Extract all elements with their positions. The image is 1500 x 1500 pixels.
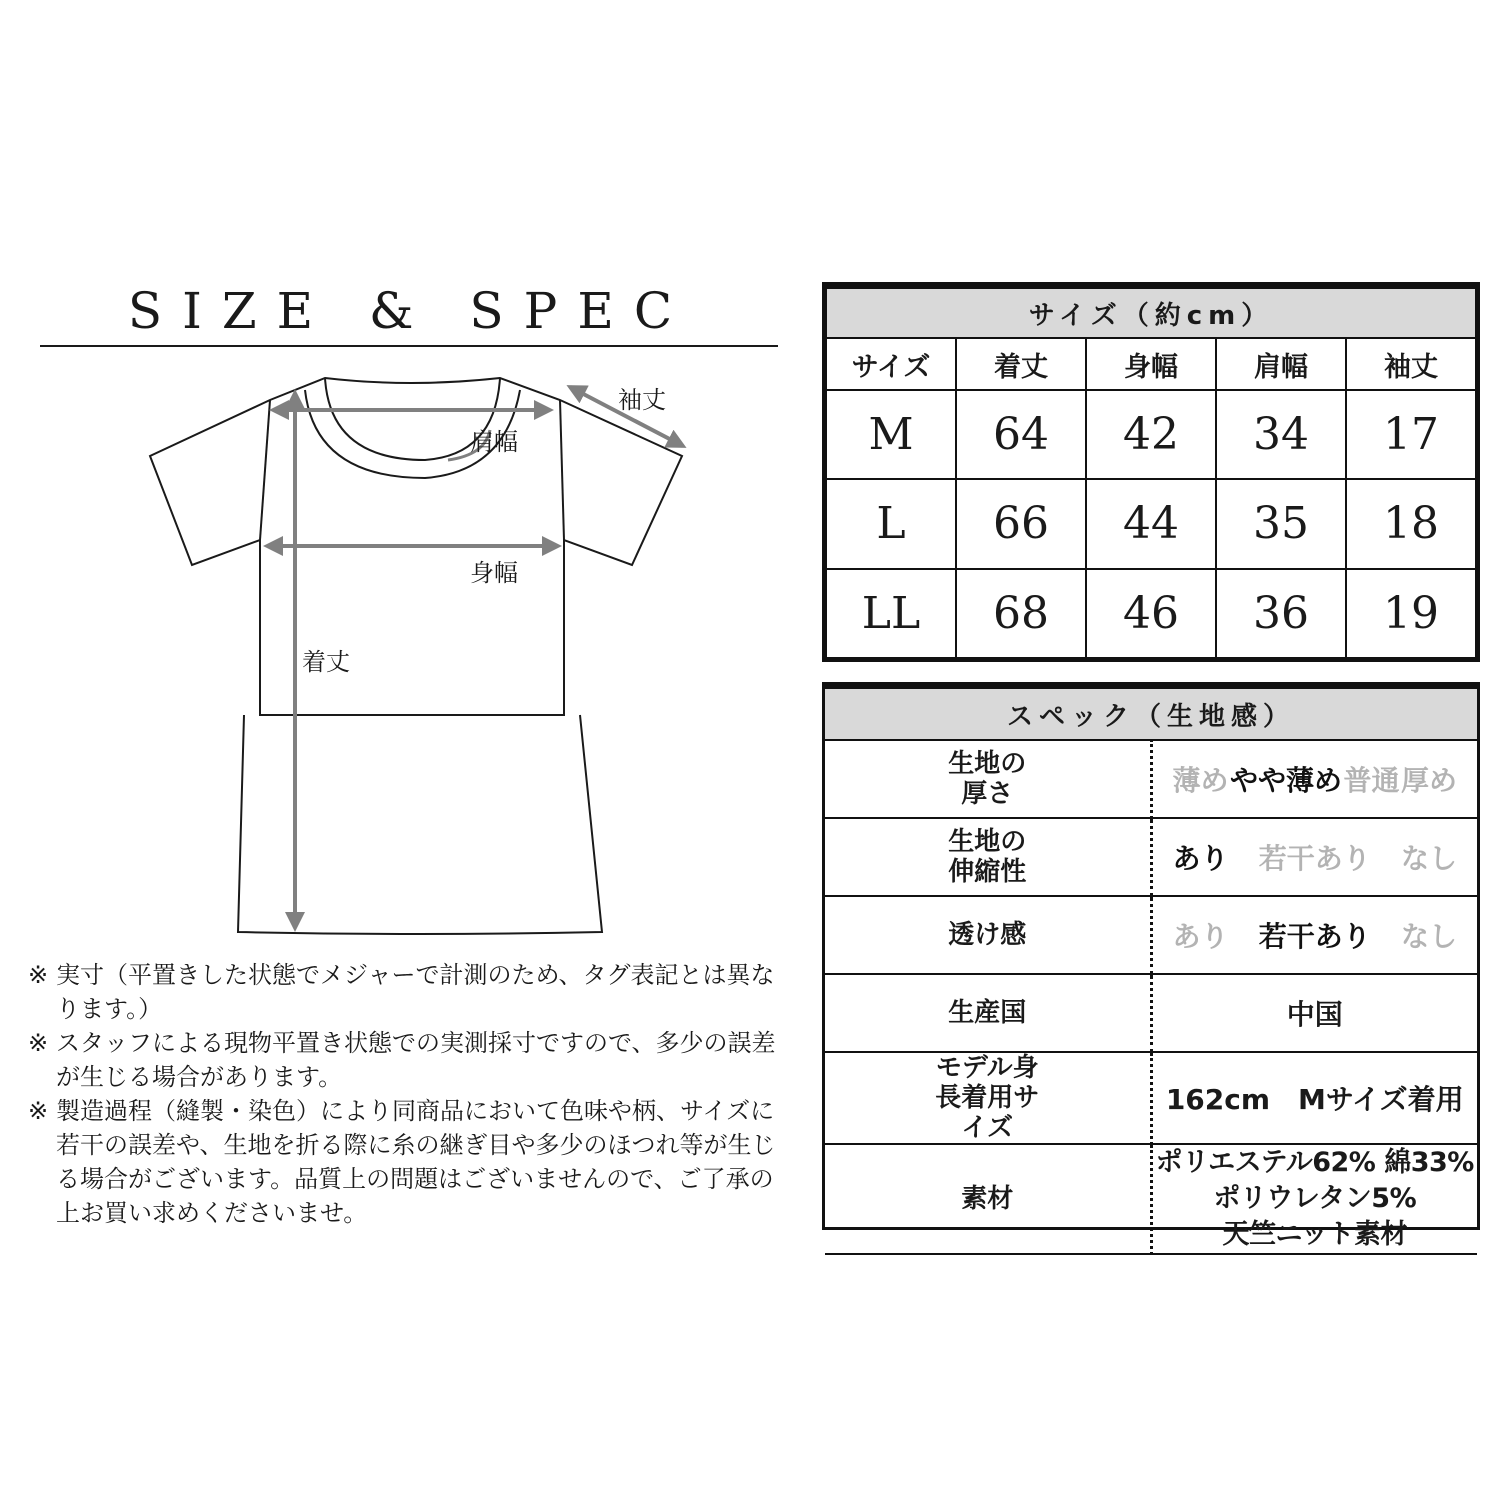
option-label: 薄め — [1172, 764, 1229, 797]
note-item: ※ 製造過程（縫製・染色）により同商品において色味や柄、サイズに若干の誤差や、生地を折る際に糸の継ぎ目や多少のほつれ等が生じる場合がございます。品質上の問題はございませんので、ご了承の上お買い求めくださいませ。 — [28, 1097, 776, 1227]
spec-label: 生地の伸縮性 — [825, 818, 1151, 896]
table-row — [826, 479, 1476, 568]
spec-row-sheer — [825, 896, 1477, 974]
size-cell: LL — [826, 569, 956, 658]
spec-row-model — [825, 1052, 1477, 1144]
table-row — [826, 390, 1476, 479]
tshirt-outline-illustration — [140, 360, 700, 950]
column-header: 肩幅 — [1216, 338, 1346, 390]
material-value: ポリエステル62% 綿33% ポリウレタン5% 天竺ニット素材 — [1151, 1144, 1477, 1254]
option-label: 若干あり — [1258, 920, 1371, 953]
spec-label: 生産国 — [825, 974, 1151, 1052]
value-cell: 18 — [1346, 479, 1476, 568]
sheer-options — [1153, 915, 1478, 955]
value-cell: 42 — [1086, 390, 1216, 479]
stretch-options — [1153, 837, 1478, 877]
size-cell: L — [826, 479, 956, 568]
option-label: 厚め — [1400, 764, 1457, 797]
value-cell: 34 — [1216, 390, 1346, 479]
thickness-options — [1153, 759, 1478, 799]
value-cell: 44 — [1086, 479, 1216, 568]
note-item: ※ スタッフによる現物平置き状態での実測採寸ですので、多少の誤差が生じる場合があります。 — [28, 1029, 776, 1091]
spec-row-stretch — [825, 818, 1477, 896]
spec-label: 透け感 — [825, 896, 1151, 974]
spec-table-title: スペック（生地感） — [825, 688, 1477, 740]
option-label: あり — [1172, 920, 1229, 953]
option-label: なし — [1400, 842, 1457, 875]
value-cell: 66 — [956, 479, 1086, 568]
note-item: ※ 実寸（平置きした状態でメジャーで計測のため、タグ表記とは異なります。） — [28, 961, 775, 1023]
option-label: 普通 — [1343, 764, 1400, 797]
column-header: 袖丈 — [1346, 338, 1476, 390]
option-label: なし — [1400, 920, 1457, 953]
body-width-label: 身幅 — [470, 559, 518, 587]
spec-label: 素材 — [825, 1144, 1151, 1254]
spec-table — [822, 682, 1480, 1250]
value-cell: 35 — [1216, 479, 1346, 568]
value-cell: 36 — [1216, 569, 1346, 658]
value-cell: 19 — [1346, 569, 1476, 658]
shoulder-width-label: 肩幅 — [470, 428, 518, 456]
spec-label: モデル身長着用サイズ — [825, 1052, 1151, 1144]
measurement-notes — [28, 958, 788, 1230]
spec-row-material — [825, 1144, 1477, 1254]
size-table — [822, 282, 1480, 662]
model-value: 162cm Mサイズ着用 — [1151, 1052, 1477, 1144]
length-label: 着丈 — [302, 648, 350, 676]
title-divider — [40, 345, 778, 347]
spec-label: 生地の厚さ — [825, 740, 1151, 818]
size-table-title: サイズ（約cm） — [826, 288, 1476, 338]
value-cell: 68 — [956, 569, 1086, 658]
value-cell: 64 — [956, 390, 1086, 479]
option-label: あり — [1172, 842, 1229, 875]
table-row — [826, 569, 1476, 658]
size-table-header-row — [826, 338, 1476, 390]
value-cell: 17 — [1346, 390, 1476, 479]
size-cell: M — [826, 390, 956, 479]
spec-row-origin — [825, 974, 1477, 1052]
column-header: サイズ — [826, 338, 956, 390]
value-cell: 46 — [1086, 569, 1216, 658]
option-label: 若干あり — [1258, 842, 1371, 875]
garment-diagram — [140, 360, 700, 950]
sleeve-length-label: 袖丈 — [618, 386, 666, 414]
page-title: SIZE & SPEC — [127, 282, 693, 340]
option-label: やや薄め — [1229, 764, 1342, 797]
spec-row-thickness — [825, 740, 1477, 818]
column-header: 着丈 — [956, 338, 1086, 390]
origin-value: 中国 — [1151, 974, 1477, 1052]
column-header: 身幅 — [1086, 338, 1216, 390]
